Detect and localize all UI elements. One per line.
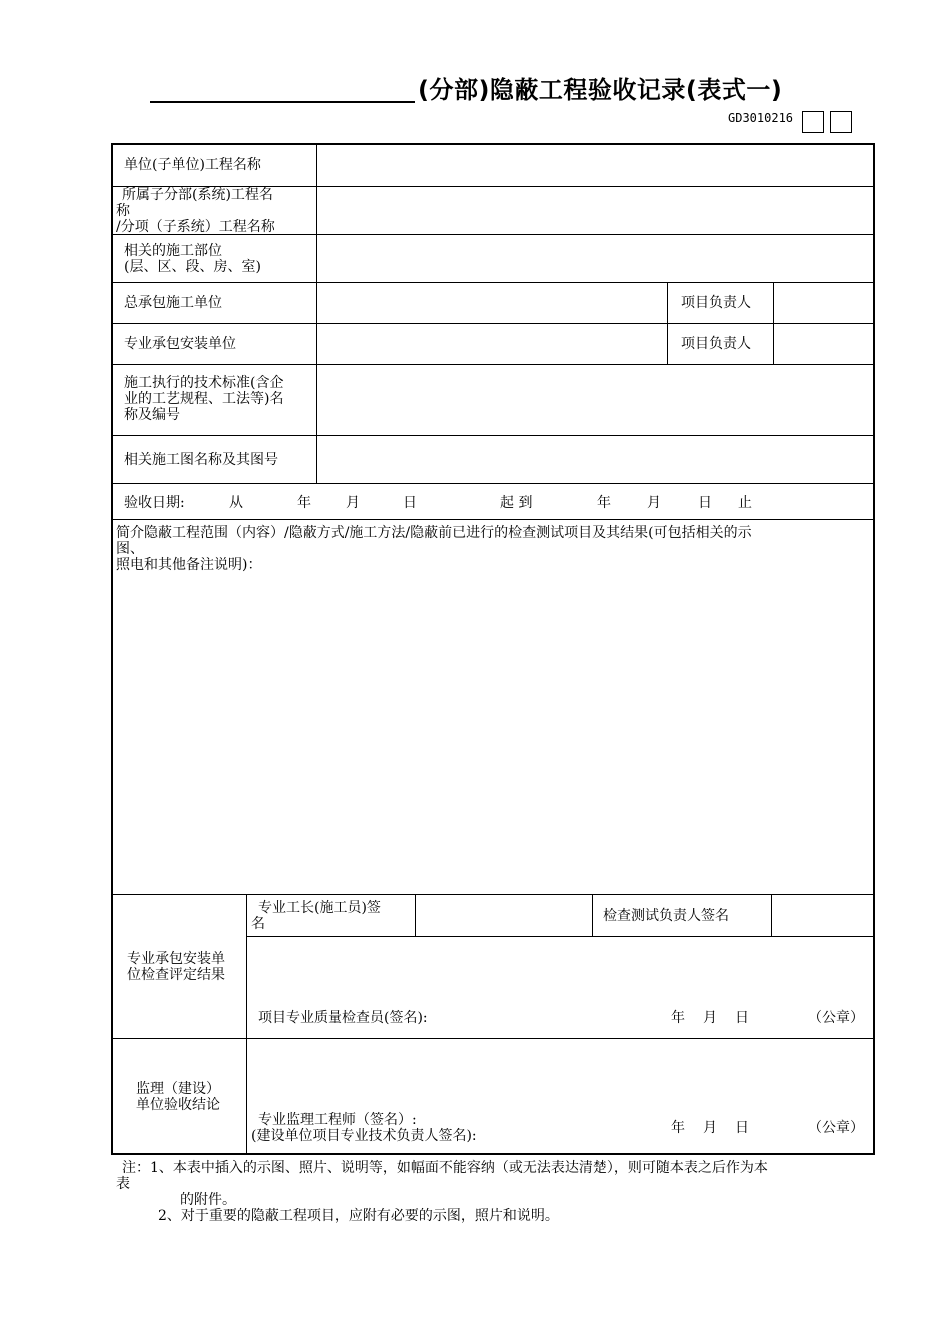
date-end: 止 [738,495,752,511]
date-month-2: 月 [647,495,661,511]
specialty-contractor-field[interactable] [318,324,666,363]
note-line3: 的附件。 [180,1192,236,1208]
drawings-field[interactable] [318,436,873,482]
col-divider [771,894,772,936]
general-contractor-label: 总承包施工单位 [124,295,222,311]
note-line4: 2、对于重要的隐蔽工程项目，应附有必要的示图，照片和说明。 [158,1208,559,1224]
contractor-check-label-line2: 位检查评定结果 [127,967,225,983]
code-box-1[interactable] [802,111,824,133]
standard-field[interactable] [318,365,873,434]
sub-division-field[interactable] [318,187,873,233]
supervision-label-line1: 监理（建设） [136,1081,220,1097]
related-location-label-line1: 相关的施工部位 [124,243,222,259]
check-seal: （公章） [808,1010,864,1026]
unit-project-name-field[interactable] [318,145,873,185]
acceptance-date-label: 验收日期: [124,495,185,511]
code-box-2[interactable] [830,111,852,133]
unit-project-name-label: 单位(子单位)工程名称 [124,157,261,173]
standard-label-line1: 施工执行的技术标准(含企 [124,375,284,391]
inspector-sign-label: 检查测试负责人签名 [603,908,729,924]
col-divider [592,894,593,936]
standard-label-line2: 业的工艺规程、工法等)名 [124,391,284,407]
col-divider [415,894,416,936]
row-divider [111,894,875,895]
related-location-field[interactable] [318,235,873,281]
supervision-engineer-label-line2: (建设单位项目专业技术负责人签名): [251,1128,477,1144]
project-manager-field-1[interactable] [775,283,873,322]
form-code: GD3010216 [728,111,794,125]
supervision-day: 日 [735,1120,749,1136]
check-day: 日 [735,1010,749,1026]
check-year: 年 [671,1010,685,1026]
standard-label-line3: 称及编号 [124,407,180,423]
title-text: (分部)隐蔽工程验收记录(表式一) [418,76,783,104]
sub-division-label-line3: /分项（子系统）工程名称 [116,219,275,235]
sub-division-label-line2: 称 [116,203,130,219]
related-location-label-line2: (层、区、段、房、室) [124,259,261,275]
note-line2: 表 [116,1176,130,1192]
date-month-1: 月 [346,495,360,511]
col-divider [773,282,774,364]
date-day-2: 日 [698,495,712,511]
description-field[interactable] [113,575,873,893]
date-from: 从 [229,495,243,511]
col-divider [316,143,317,483]
row-divider [111,1038,875,1039]
project-manager-label-2: 项目负责人 [681,336,751,352]
date-year-2: 年 [597,495,611,511]
date-to: 起 到 [500,495,533,511]
supervision-conclusion-field[interactable] [248,1040,873,1108]
supervision-engineer-label-line1: 专业监理工程师（签名）: [258,1112,417,1128]
col-divider [246,894,247,1155]
supervision-month: 月 [703,1120,717,1136]
project-manager-field-2[interactable] [775,324,873,363]
drawings-label: 相关施工图名称及其图号 [124,452,278,468]
foreman-sign-field[interactable] [417,896,591,935]
date-year-1: 年 [297,495,311,511]
contractor-check-result-field[interactable] [248,937,873,1007]
inspector-sign-field[interactable] [773,896,873,935]
sub-division-label-line1: 所属子分部(系统)工程名 [122,187,273,203]
specialty-contractor-label: 专业承包安装单位 [124,336,236,352]
supervision-seal: （公章） [808,1120,864,1136]
date-day-1: 日 [403,495,417,511]
col-divider [667,282,668,364]
foreman-sign-label-line2: 名 [251,916,265,932]
quality-inspector-label: 项目专业质量检查员(签名): [258,1010,428,1026]
description-line2: 图、 [116,541,144,557]
contractor-check-label-line1: 专业承包安装单 [127,951,225,967]
form-title [150,70,870,106]
row-divider [111,519,875,520]
check-month: 月 [703,1010,717,1026]
row-divider [111,483,875,484]
description-line1: 简介隐蔽工程范围（内容）/隐蔽方式/施工方法/隐蔽前已进行的检查测试项目及其结果(可包括相关的示 [116,525,752,541]
title-blank-underline[interactable] [150,101,415,103]
project-manager-label-1: 项目负责人 [681,295,751,311]
supervision-label-line2: 单位验收结论 [136,1097,220,1113]
foreman-sign-label-line1: 专业工长(施工员)签 [258,900,381,916]
description-line3: 照电和其他备注说明)： [116,557,262,573]
general-contractor-field[interactable] [318,283,666,322]
note-line1: 注：1、本表中插入的示图、照片、说明等，如幅面不能容纳（或无法表达清楚），则可随本表之后作为本 [122,1160,768,1176]
supervision-year: 年 [671,1120,685,1136]
